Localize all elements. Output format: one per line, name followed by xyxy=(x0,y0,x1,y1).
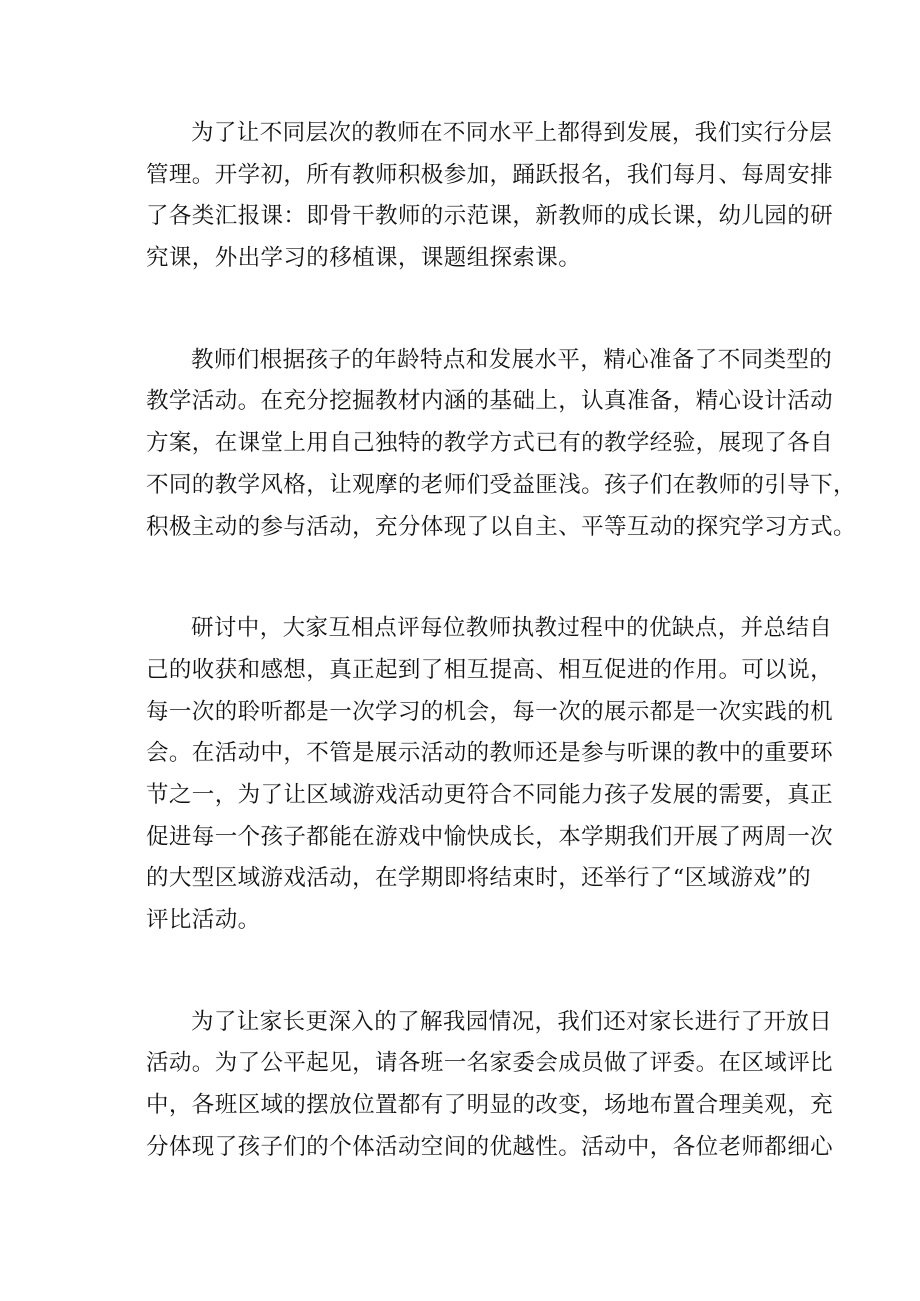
paragraph-line: 的大型区域游戏活动，在学期即将结束时，还举行了“区域游戏”的 xyxy=(146,865,812,892)
paragraph-line: 活动。为了公平起见，请各班一名家委会成员做了评委。在区域评比 xyxy=(146,1050,834,1077)
paragraph xyxy=(146,113,834,280)
paragraph xyxy=(146,1002,834,1169)
paragraph-line: 会。在活动中，不管是展示活动的教师还是参与听课的教中的重要环 xyxy=(146,740,834,767)
paragraph-line: 节之一，为了让区域游戏活动更符合不同能力孩子发展的需要，真正 xyxy=(146,781,834,808)
paragraph xyxy=(146,340,856,548)
paragraph-line: 研讨中，大家互相点评每位教师执教过程中的优缺点，并总结自 xyxy=(191,615,833,642)
paragraph-line: 己的收获和感想，真正起到了相互提高、相互促进的作用。可以说， xyxy=(146,656,834,683)
document-body xyxy=(146,113,856,1168)
paragraph-line: 了各类汇报课：即骨干教师的示范课，新教师的成长课，幼儿园的研 xyxy=(146,203,834,230)
paragraph-line: 中，各班区域的摆放位置都有了明显的改变，场地布置合理美观，充 xyxy=(146,1092,834,1119)
paragraph-line: 评比活动。 xyxy=(146,907,261,933)
paragraph xyxy=(146,608,834,942)
paragraph-line: 方案，在课堂上用自己独特的教学方式已有的教学经验，展现了各自 xyxy=(146,430,834,457)
paragraph-line: 为了让家长更深入的了解我园情况，我们还对家长进行了开放日 xyxy=(191,1008,833,1035)
paragraph-line: 究课，外出学习的移植课，课题组探索课。 xyxy=(146,245,582,272)
paragraph-gap xyxy=(146,942,791,1002)
paragraph-line: 为了让不同层次的教师在不同水平上都得到发展，我们实行分层 xyxy=(191,120,833,146)
paragraph-line: 每一次的聆听都是一次学习的机会，每一次的展示都是一次实践的机 xyxy=(146,698,834,725)
paragraph-line: 不同的教学风格，让观摩的老师们受益匪浅。孩子们在教师的引导下， xyxy=(146,471,856,498)
paragraph-line: 教师们根据孩子的年龄特点和发展水平，精心准备了不同类型的 xyxy=(191,346,833,373)
paragraph-line: 分体现了孩子们的个体活动空间的优越性。活动中，各位老师都细心 xyxy=(146,1133,834,1160)
paragraph-line: 管理。开学初，所有教师积极参加，踊跃报名，我们每月、每周安排 xyxy=(146,161,834,188)
paragraph-gap xyxy=(146,548,791,608)
paragraph-gap xyxy=(146,280,791,340)
paragraph-line: 积极主动的参与活动，充分体现了以自主、平等互动的探究学习方式。 xyxy=(146,513,856,540)
paragraph-line: 促进每一个孩子都能在游戏中愉快成长，本学期我们开展了两周一次 xyxy=(146,823,834,850)
paragraph-line: 教学活动。在充分挖掘教材内涵的基础上，认真准备，精心设计活动 xyxy=(146,388,834,415)
